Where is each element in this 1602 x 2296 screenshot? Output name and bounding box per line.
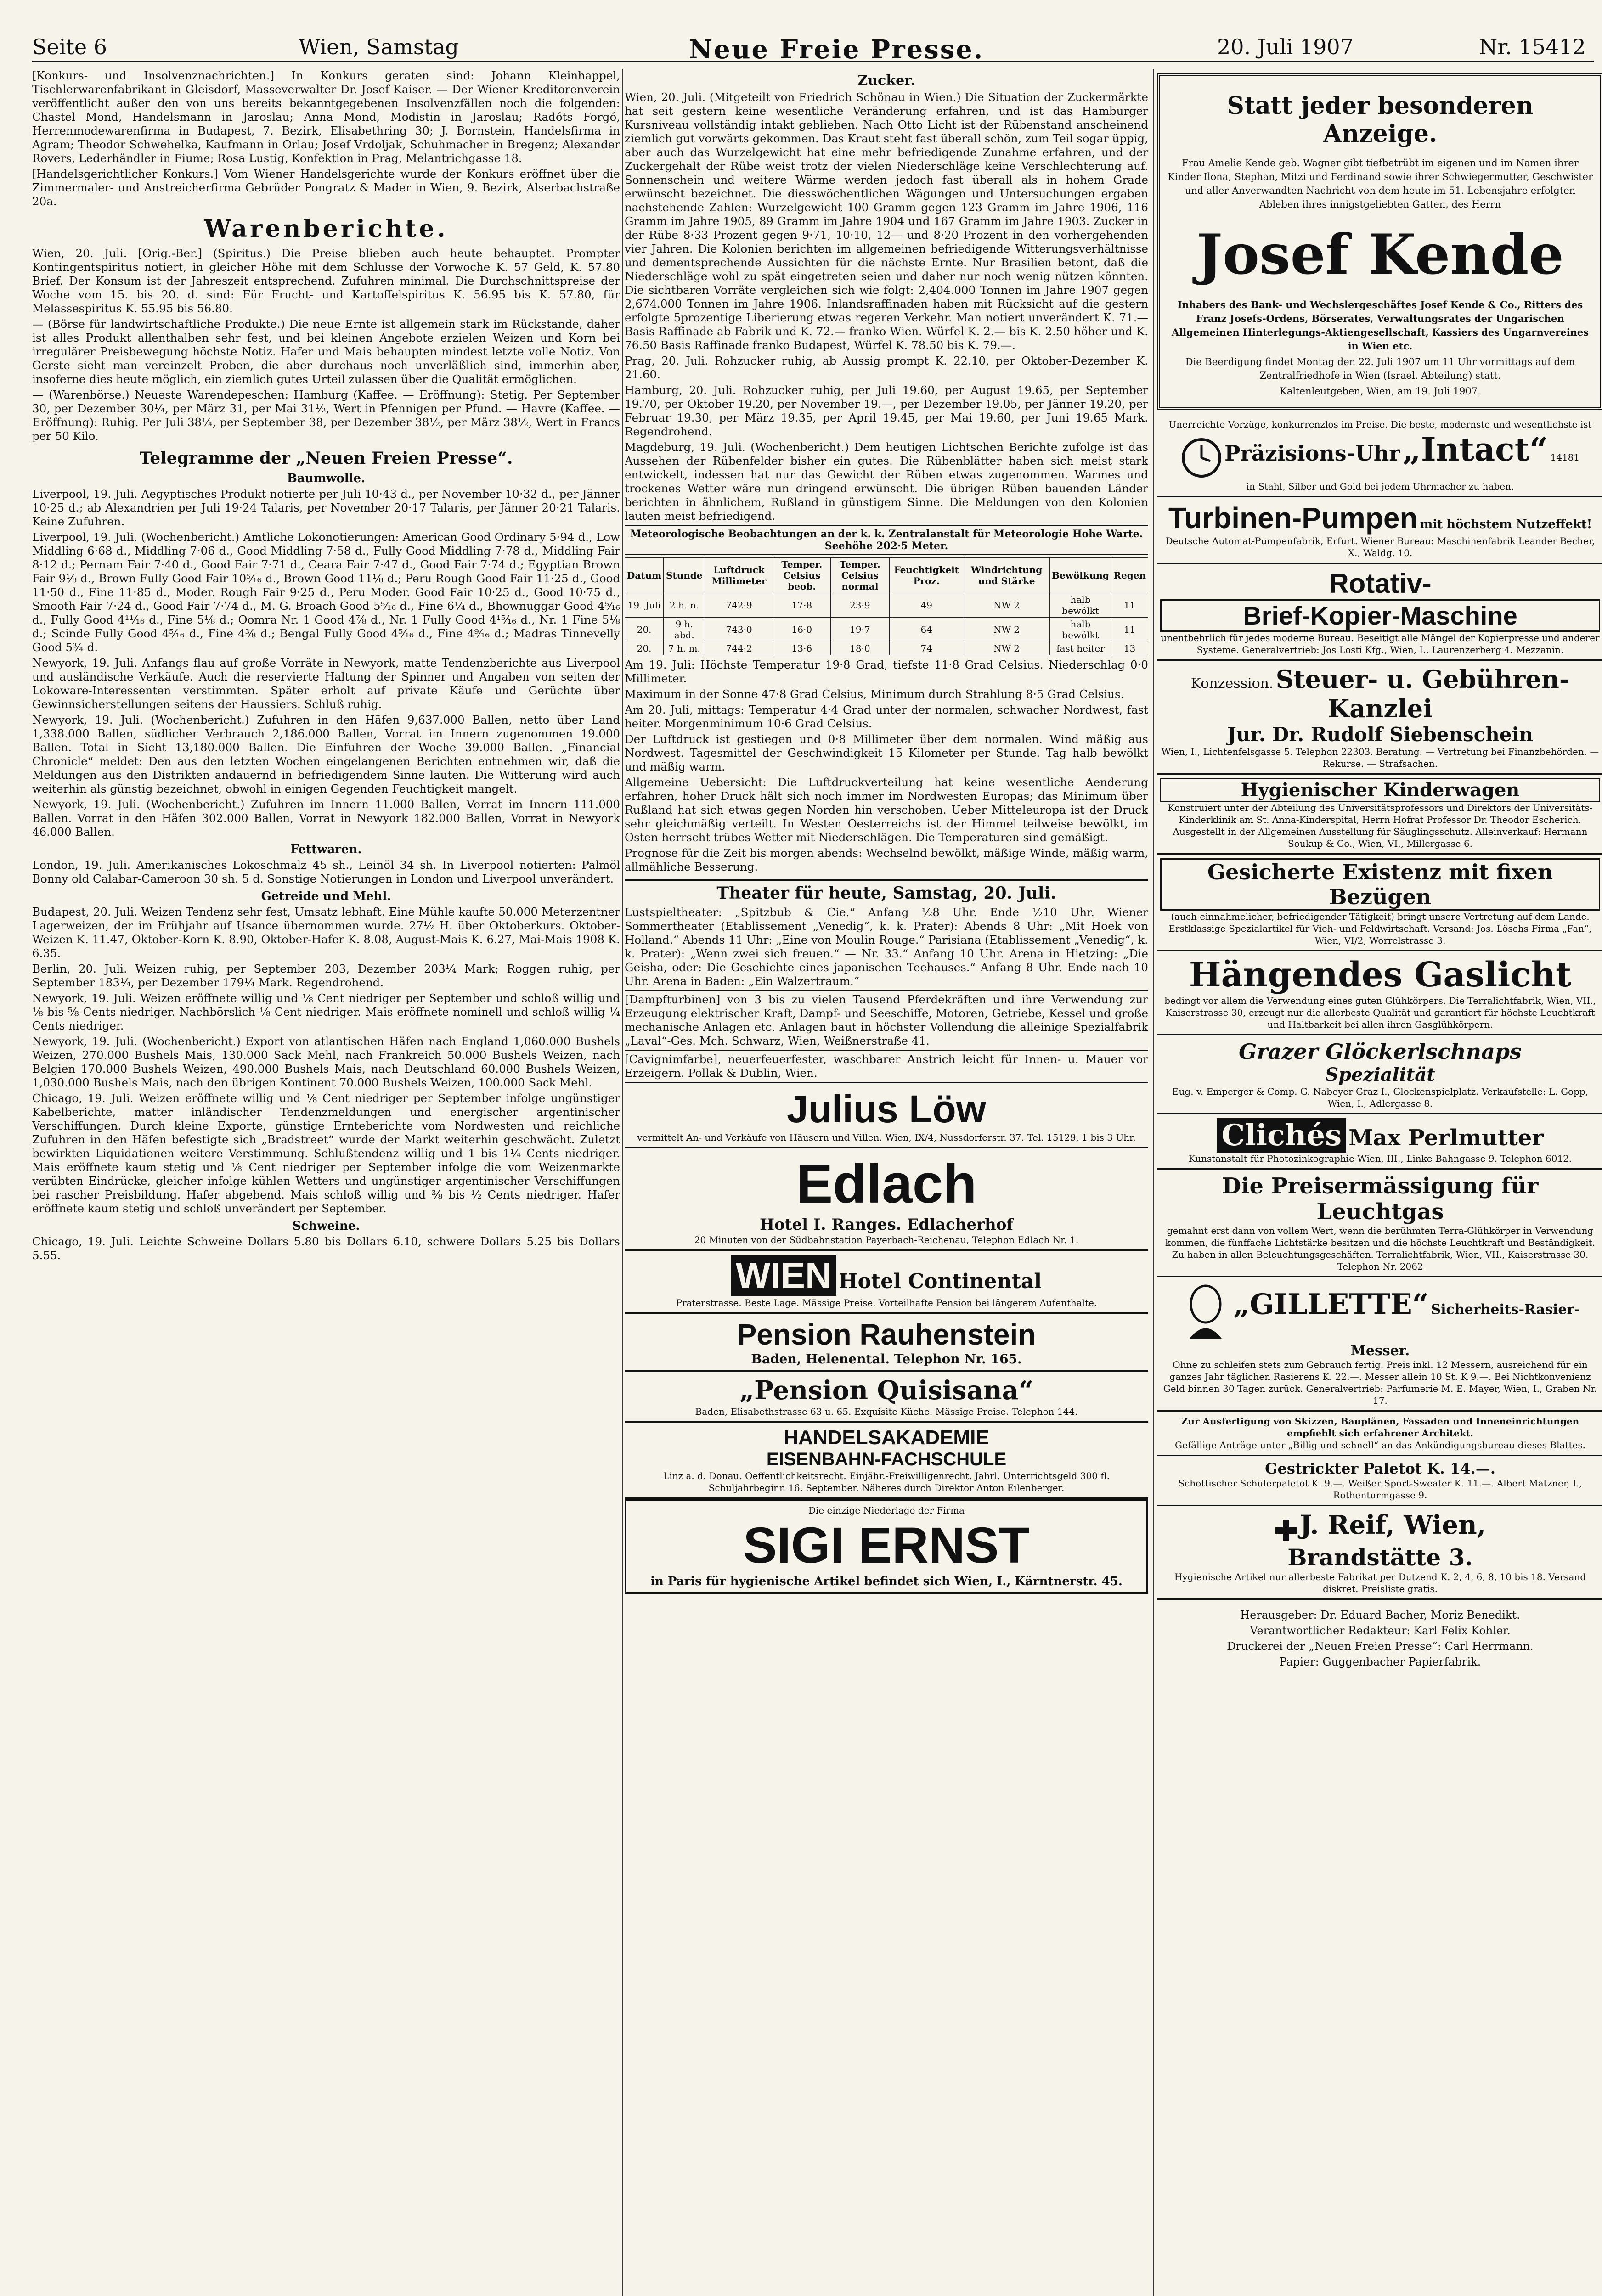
paragraph: Chicago, 19. Juli. Weizen eröffnete willig und ⅛ Cent niedriger per September infolge ungünstiger Kabelberichte, matter inländischer Tendenzmeldungen und energischer argentinischer Verschiffungen. Durch kleine Exporte, günstige Ernteberichte vom Nordwesten und reichliche Zufuhren in den Häfen befestigte sich „Bradstreet“ wurde der Markt weiterhin geschwächt. Zuletzt bewirkten Liquidationen weitere Verstimmung. Schlußtendenz willig und 1 bis 1¼ Cents niedriger. Mais eröffnete kaum stetig und ⅛ Cent niedriger per September infolge die vom Weizenmarkte verübten Eindrücke, gleicher infolge kühlen Wetters und ungünstiger argentinischer Verschiffungen bei rascher Preisbildung. Hafer abgebend. Mais schloß willig und ⅜ bis ½ Cents niedriger. Hafer eröffnete kaum stetig und schloß unverändert per September. — [32, 1092, 620, 1215]
ad-architekt — [1157, 1412, 1602, 1456]
table-cell: 74 — [890, 642, 964, 655]
ad-title: Edlach — [796, 1153, 977, 1215]
column-2 — [625, 69, 1148, 2296]
table-cell: 23·9 — [830, 593, 889, 618]
paragraph: Maximum in der Sonne 47·8 Grad Celsius, Minimum durch Strahlung 8·5 Grad Celsius. — [625, 687, 1124, 701]
table-cell: 7 h. m. — [664, 642, 705, 655]
ad-turbinen-pumpen — [1157, 497, 1602, 564]
cross-icon — [1275, 1519, 1297, 1544]
table-header: Luftdruck Millimeter — [705, 558, 773, 593]
paragraph: Chicago, 19. Juli. Leichte Schweine Dollars 5.80 bis Dollars 6.10, schwere Dollars 5.25 bis Dollars 5.55. — [32, 1235, 620, 1262]
table-cell: 19. Juli — [625, 593, 664, 618]
table-cell: 17·8 — [773, 593, 830, 618]
ad-text: Zur Ausfertigung von Skizzen, Bauplänen, Fassaden und Inneneinrichtungen empfiehlt sich erfahrener Architekt. — [1181, 1415, 1579, 1439]
ad-grazer-schnaps — [1157, 1035, 1602, 1114]
section-title: Warenberichte. — [204, 215, 448, 243]
paragraph: Newyork, 19. Juli. Weizen eröffnete willig und ⅛ Cent niedriger per September und schloß willig und ⅛ bis ⅝ Cents niedriger. Nachbörslich ⅛ Cent niedriger. Mais eröffnete nominell und schloß willig ¼ Cents niedriger. — [32, 991, 620, 1032]
imprint-line: Herausgeber: Dr. Eduard Bacher, Moriz Benedikt. — [1240, 1609, 1520, 1621]
paragraph: [Dampfturbinen] von 3 bis zu vielen Tausend Pferdekräften und ihre Verwendung zur Erzeugung elektrischer Kraft, Dampf- und Seeschiffe, Motoren, Getriebe, Kessel und große mechanische Anlagen etc. Anlagen baut in höchster Vollendung die alleinige Spezialfabrik „Laval“-Ges. Mch. Schwarz, Wien, Weißnerstraße 41. — [625, 990, 1148, 1048]
ad-subtitle: Hotel I. Ranges. Edlacherhof — [759, 1216, 1014, 1234]
ad-text: Die einzige Niederlage der Firma — [808, 1505, 965, 1516]
ad-text: Ohne zu schleifen stets zum Gebrauch fertig. Preis inkl. 12 Messern, ausreichend für ein ganzes Jahr täglichen Rasierens K. 22.—. Messer allein 10 St. K 9.—. Bei Nichtkonvenienz Geld binnen 30 Tagen zurück. Generalvertrieb: Parfumerie M. E. Mayer, Wien, I., Graben Nr. 17. — [1163, 1359, 1597, 1406]
paragraph: Budapest, 20. Juli. Weizen Tendenz sehr fest, Umsatz lebhaft. Eine Mühle kaufte 50.000 Meterzentner Lagerweizen, der im Frühjahr auf Usance übernommen wurde. 27½ H. über Oktoberkurs. Oktober-Weizen K. 11.47, Oktober-Korn K. 8.90, Oktober-Hafer K. 8.08, August-Mais K. 6.27, Mai-Mais 1908 K. 6.35. — [32, 905, 620, 960]
ad-text: Linz a. d. Donau. Oeffentlichkeitsrecht. Einjähr.-Freiwilligenrecht. Jahrl. Unterrichtsgeld 300 fl. Schuljahrbeginn 16. September. Näheres durch Direktor Anton Eilenberger. — [663, 1470, 1110, 1493]
ad-subtitle: Jur. Dr. Rudolf Siebenschein — [1227, 723, 1533, 746]
table-row — [625, 642, 1148, 655]
ad-gillette — [1157, 1277, 1602, 1412]
issue-number: Nr. 15412 — [1479, 34, 1586, 59]
ad-title: „GILLETTE“ — [1233, 1287, 1429, 1321]
ad-subtitle: Spezialität — [1325, 1064, 1435, 1086]
ad-text: gemahnt erst dann von vollem Wert, wenn die berühmten Terra-Glühkörper in Verwendung kommen, die fünffache Lichtstärke besitzen und die höchste Leuchtkraft und Beständigkeit. Zu haben in allen Beleuchtungsgeschäften. Terralichtfabrik, Wien, VII., Kaiserstrasse 30. Telephon Nr. 2062 — [1165, 1225, 1595, 1272]
ad-text: unentbehrlich für jedes moderne Bureau. Beseitigt alle Mängel der Kopierpresse und anderer Systeme. Generalvertrieb: Jos Losti Kfg., Wien, I., Laurenzerberg 4. Mezzanin. — [1161, 632, 1600, 655]
ad-text: Schottischer Schülerpaletot K. 9.—. Weißer Sport-Sweater K. 11.—. Albert Matzner, I., Rothenturmgasse 9. — [1178, 1477, 1582, 1501]
table-cell: NW 2 — [964, 618, 1049, 642]
paragraph: Newyork, 19. Juli. (Wochenbericht.) Zufuhren im Innern 11.000 Ballen, Vorrat im Innern 111.000 Ballen. Vorrat in den Häfen 302.000 Ballen, Vorrat in Newyork 182.000 Ballen, Vorrat in Newyork 46.000 Ballen. — [32, 798, 620, 838]
table-cell: 11 — [1111, 618, 1148, 642]
ad-label: Konzession. — [1190, 675, 1274, 692]
paragraph: Liverpool, 19. Juli. (Wochenbericht.) Amtliche Lokonotierungen: American Good Ordinary 5·94 d., Low Middling 6·68 d., Middling 7·06 d., Good Middling 7·58 d., Fully Good Middling 7·78 d., Middling Fair 8·12 d.; Pernam Fair 7·40 d., Good Fair 7·71 d., Ceara Fair 7·47 d., Good Fair 7·74 d.; Egyptian Brown Fair 9⅛ d., Brown Fully Good Fair 10⁵⁄₁₆ d., Brown Good 11⅛ d.; Peru Rough Good Fair 11·25 d., Good 11·50 d., Fine 11·85 d., Moder. Rough Fair 9·25 d., Peru Moder. Good Fair 10·25 d., Good 10·75 d., Smooth Fair 7·24 d., Good Fair 7·74 d., M. G. Broach Good 5⁵⁄₁₆ d., Fine 6¼ d., Bhownuggar Good 4⁵⁄₁₆ d., Fully Good 4¹¹⁄₁₆ d., Fine 5⅛ d.; Oomra Nr. 1 Good 4⅞ d., Nr. 1 Fully Good 4¹⁵⁄₁₆ d., Nr. 1 Fine 5⅛ d.; Scinde Fully Good 4⁵⁄₁₆ d., Fine 4⅜ d.; Bengal Fully Good 4⁵⁄₁₆ d., Fine 4⁹⁄₁₆ d.; Madras Tinnevelly Good 5¾ d. — [32, 530, 620, 654]
weather-table — [625, 557, 1148, 655]
ad-brief-kopier — [1157, 564, 1602, 661]
column-divider — [1153, 69, 1154, 2296]
ad-kinderwagen — [1157, 775, 1602, 855]
ad-gaslicht — [1157, 951, 1602, 1035]
notice-text: Inhabers des Bank- und Wechslergeschäftes Josef Kende & Co., Ritters des Franz Josefs-Ordens, Börserates, Verwaltungsrates der Ungarischen Allgemeinen Hinterlegungs-Aktiengesellschaft, Kassiers des Ungarnvereines in Wien etc. — [1171, 299, 1589, 352]
section-title: Theater für heute, Samstag, 20. Juli. — [625, 879, 1148, 903]
section-title: Zucker. — [857, 73, 915, 89]
ad-text: Wien, I., Lichtenfelsgasse 5. Telephon 22303. Beratung. — Vertretung bei Finanzbehörden. — Rekurse. — Strafsachen. — [1161, 746, 1599, 769]
imprint — [1157, 1607, 1602, 1670]
paragraph: Allgemeine Uebersicht: Die Luftdruckverteilung hat keine wesentliche Aenderung erfahren, hoher Druck hält sich noch immer im Nordwesten Europas; das Minimum über Rußland hat sich etwas gegen Norden hin verschoben. Ueber Mitteleuropa ist der Druck sehr gleichmäßig verteilt. In Westen Oesterreichs ist der Himmel teilweise bewölkt, im Osten herrscht trübes Wetter mit Niederschlägen. Die Temperaturen sind gemäßigt. — [625, 776, 1148, 844]
table-cell: 11 — [1111, 593, 1148, 618]
table-header: Stunde — [664, 558, 705, 593]
ad-title: Turbinen-Pumpen — [1168, 501, 1418, 535]
death-notice — [1157, 73, 1602, 410]
table-cell: 20. — [625, 642, 664, 655]
notice-name: Josef Kende — [1196, 222, 1564, 287]
ad-title: „Intact“ — [1402, 430, 1548, 468]
imprint-line: Papier: Guggenbacher Papierfabrik. — [1279, 1655, 1481, 1668]
table-cell: 16·0 — [773, 618, 830, 642]
paragraph: Berlin, 20. Juli. Weizen ruhig, per September 203, Dezember 203¼ Mark; Roggen ruhig, per September 183¼, per Dezember 179¼ Mark. Regendrohend. — [32, 962, 620, 989]
table-header: Bewölkung — [1049, 558, 1111, 593]
table-cell: fast heiter — [1049, 642, 1111, 655]
notice-text: Die Beerdigung findet Montag den 22. Juli 1907 um 11 Uhr vormittags auf dem Zentralfriedhofe in Wien (Israel. Abteilung) statt. — [1185, 356, 1575, 381]
ad-text: bedingt vor allem die Verwendung eines guten Glühkörpers. Die Terralichtfabrik, Wien, VII., Kaiserstrasse 30, erzeugt nur die allerbeste Qualität und garantiert für höchste Leuchtkraft und Haltbarkeit bei allen ihren Gasglühkörpern. — [1164, 995, 1596, 1030]
table-cell: 13·6 — [773, 642, 830, 655]
ad-julius-low — [625, 1082, 1148, 1148]
paragraph: Am 20. Juli, mittags: Temperatur 4·4 Grad unter der normalen, schwacher Nordwest, fast heiter. Morgenminimum 10·6 Grad Celsius. — [625, 703, 1148, 730]
ad-title: WIEN — [731, 1255, 836, 1296]
table-cell: 13 — [1111, 642, 1148, 655]
ad-title: Brief-Kopier-Maschine — [1160, 599, 1600, 632]
paragraph: — (Warenbörse.) Neueste Warendepeschen: Hamburg (Kaffee. — Eröffnung): Stetig. Per September 30, per Dezember 30¼, per März 31, per Mai 31½, Wert in Pfennigen per Pfund. — Havre (Kaffee. — Eröffnung): Ruhig. Per Juli 38¼, per September 38, per Dezember 38½, per März 38½, Wert in Francs per 50 Kilo. — [32, 388, 620, 443]
page-header — [32, 32, 1594, 65]
ad-steuer-kanzlei — [1157, 661, 1602, 775]
table-cell: 20. — [625, 618, 664, 642]
subsection-title: Baumwolle. — [287, 472, 366, 485]
ad-paletot — [1157, 1456, 1602, 1506]
notice-text: Kaltenleutgeben, Wien, am 19. Juli 1907. — [1280, 386, 1481, 397]
section-title: Telegramme der „Neuen Freien Presse“. — [139, 449, 513, 468]
ad-ref-number: 14181 — [1550, 452, 1580, 463]
ad-title: Hygienischer Kinderwagen — [1160, 778, 1600, 802]
table-cell: 9 h. abd. — [664, 618, 705, 642]
ad-title: Hängendes Gaslicht — [1189, 955, 1572, 995]
newspaper-page — [32, 32, 1600, 2296]
paragraph: Der Luftdruck ist gestiegen und 0·8 Millimeter über dem normalen. Wind mäßig aus Nordwest. Tagesmittel der Geschwindigkeit 15 Kilometer per Stunde. Tag halb bewölkt und mäßig warm. — [625, 732, 1148, 773]
ad-text: Baden, Helenental. Telephon Nr. 165. — [751, 1351, 1022, 1367]
paragraph: Magdeburg, 19. Juli. (Wochenbericht.) Dem heutigen Lichtschen Berichte zufolge ist das Aussehen der Rübenfelder bisher ein gutes. Die Rübenblätter haben sich meist stark entwickelt, indessen hat nur das Gewicht der Rüben etwas zugenommen. Warmes und trockenes Wetter wäre nun dringend erwünscht. Die übrigen Rüben bauenden Länder berichten in ähnlichem, Rußland in günstigem Sinne. Die Meldungen von den Kolonien lauten meist befriedigend. — [625, 440, 1148, 523]
ad-subtitle: Brandstätte 3. — [1287, 1544, 1473, 1571]
paragraph: Wien, 20. Juli. [Orig.-Ber.] (Spiritus.) Die Preise blieben auch heute behauptet. Prompter Kontingentspiritus notiert, in gleicher Höhe mit dem Schlusse der Vorwoche K. 57 Geld, K. 57.80 Brief. Der Konsum ist der Jahreszeit entsprechend. Zufuhren minimal. Die Durchschnittspreise der Woche vom 15. bis 20. d. sind: Für Frucht- und Kartoffelspiritus K. 56.95 bis K. 57.80, für Melassespiritus K. 55.95 bis 56.80. — [32, 247, 620, 315]
ad-clichés — [1157, 1114, 1602, 1170]
table-cell: halb bewölkt — [1049, 618, 1111, 642]
ad-handelsakademie — [625, 1423, 1148, 1499]
paragraph: — (Börse für landwirtschaftliche Produkte.) Die neue Ernte ist allgemein stark im Rückstande, daher ist alles Produkt allenthalben sehr fest, und bei kleinen Angebote erzielen Weizen und Korn bei irregulärer Preisbewegung höchste Notiz. Hafer und Mais behaupten mindest letzte volle Notiz. Von Gerste sieht man vereinzelt Proben, die aber durchaus noch unverläßlich sind, immerhin aber, insoferne dies heute möglich, ein ziemlich gutes Urteil zulassen über die Qualität ermöglichen. — [32, 317, 620, 386]
ad-title: Gesicherte Existenz mit fixen Bezügen — [1160, 858, 1600, 911]
paragraph: Lustspieltheater: „Spitzbub & Cie.“ Anfang ½8 Uhr. Ende ½10 Uhr. Wiener Sommertheater (Etablissement „Venedig“, k. k. Prater): Abends 8 Uhr: „Mit Hoek von Holland.“ Abends 11 Uhr: „Eine von Moulin Rouge.“ Parisiana (Etablissement „Venedig“, k. k. Prater): „Wenn zwei sich freuen.“ — Nr. 33.“ Anfang 10 Uhr. Arena in Hietzing: „Die Geisha, oder: Die Geschichte eines japanischen Teehauses.“ Anfang 8 Uhr. Ende nach 10 Uhr. Arena in Baden: „Ein Walzertraum.“ — [625, 906, 1148, 988]
table-cell: halb bewölkt — [1049, 593, 1111, 618]
table-cell: 742·9 — [705, 593, 773, 618]
table-header: Temper. Celsius beob. — [773, 558, 830, 593]
table-cell: 49 — [890, 593, 964, 618]
ad-title: Gestrickter Paletot K. 14.—. — [1265, 1459, 1495, 1477]
paragraph: Prognose für die Zeit bis morgen abends: Wechselnd bewölkt, mäßige Winde, mäßig warm, allmähliche Besserung. — [625, 846, 1148, 873]
column-divider — [622, 69, 623, 2296]
ad-title: SIGI ERNST — [743, 1517, 1030, 1574]
ad-hotel-continental — [625, 1251, 1148, 1314]
ad-text: (auch einnahmelicher, befriedigender Tätigkeit) bringt unsere Vertretung auf dem Lande. Erstklassige Spezialartikel für Vieh- und Feldwirtschaft. Versand: Jos. Löschs Firma „Fan“, Wien, VI/2, Worrelstrasse 3. — [1168, 911, 1592, 946]
notice-title: Statt jeder besonderen Anzeige. — [1227, 92, 1534, 148]
subsection-title: Getreide und Mehl. — [261, 889, 391, 903]
table-row — [625, 618, 1148, 642]
ad-intact-watch — [1157, 415, 1602, 497]
ad-text: in Stahl, Silber und Gold bei jedem Uhrmacher zu haben. — [1246, 480, 1514, 492]
ad-existenz — [1157, 855, 1602, 951]
masthead: Neue Freie Presse. — [689, 34, 984, 65]
ad-text: Deutsche Automat-Pumpenfabrik, Erfurt. Wiener Bureau: Maschinenfabrik Leander Becher, X., Waldg. 10. — [1165, 535, 1595, 558]
portrait-icon — [1180, 1281, 1231, 1343]
notice-text: Frau Amelie Kende geb. Wagner gibt tiefbetrübt im eigenen und im Namen ihrer Kinder Ilona, Stephan, Mitzi und Ferdinand sowie ihrer Schwiegermutter, Geschwister und aller Anverwandten Nachricht von dem heute im 51. Lebensjahre erfolgten Ableben ihres innigstgeliebten Gatten, des Herrn — [1168, 158, 1593, 210]
ad-text: vermittelt An- und Verkäufe von Häusern und Villen. Wien, IX/4, Nussdorferstr. 37. Tel. 15129, 1 bis 3 Uhr. — [637, 1132, 1136, 1143]
ad-text: Gefällige Anträge unter „Billig und schnell“ an das Ankündigungsbureau dieses Blattes. — [1175, 1439, 1585, 1451]
table-header: Regen — [1111, 558, 1148, 593]
table-header: Windrichtung und Stärke — [964, 558, 1049, 593]
ad-title: Clichés — [1217, 1118, 1346, 1153]
page-number: Seite 6 — [32, 34, 107, 59]
table-header: Temper. Celsius normal — [830, 558, 889, 593]
ad-subtitle: Präzisions-Uhr — [1224, 441, 1400, 466]
paragraph: Wien, 20. Juli. (Mitgeteilt von Friedrich Schönau in Wien.) Die Situation der Zuckermärkte hat seit gestern keine wesentliche Veränderung erfahren, und ist das Hamburger Kursniveau vollständig intakt geblieben. Nach Otto Licht ist der Rübenstand anscheinend ziemlich gut vorwärts gekommen. Das Kraut steht fast überall schön, zum Teil sogar üppig, aber auch das Wurzelgewicht hat eine mehr befriedigende Zunahme erfahren, und der Zuckergehalt der Rübe weist trotz der vielen Niederschläge keine Verschlechterung auf. Sonnenschein und weitere Wärme werden jedoch fast überall als in hohem Grade erwünscht bezeichnet. Die diesswöchentlichen Wägungen und Untersuchungen ergaben nachstehende Zahlen: Wurzelgewicht 100 Gramm gegen 123 Gramm im Jahre 1906, 116 Gramm im Jahre 1905, 89 Gramm im Jahre 1904 und 167 Gramm im Jahre 1903. Zucker in der Rübe 8·33 Prozent gegen 9·71, 10·10, 12— und 8·20 Prozent in den vorhergehenden vier Jahren. Die Kolonien berichten im allgemeinen befriedigende Witterungsverhältnisse und dementsprechende Aussichten für die nächste Ernte. Nur Brasilien betont, daß die Niederschläge wohl zu spät eingetreten seien und daher nur noch wenig nützen könnten. Die sichtbaren Vorräte vergleichen sich wie folgt: 2,404.000 Tonnen im Jahre 1907 gegen 2,674.000 Tonnen im Jahre 1906. Inlandsraffinaden haben mit Rücksicht auf die gestern erfolgte 5prozentige Liberierung etwas regeren Verkehr. Man notiert unverändert K. 71.— Basis Raffinade ab Fabrik und K. 72.— franko Wien. Würfel K. 2.— bis K. 2.50 höher und K. 76.50 Basis Raffinade franko Budapest, Würfel K. 78.50 bis K. 79.—. — [625, 90, 1148, 352]
ad-subtitle: Hotel Continental — [838, 1270, 1042, 1293]
table-cell: 19·7 — [830, 618, 889, 642]
ad-subtitle: mit höchstem Nutzeffekt! — [1420, 517, 1592, 531]
ad-text: 20 Minuten von der Südbahnstation Payerbach-Reichenau, Telephon Edlach Nr. 1. — [694, 1234, 1079, 1245]
clock-icon — [1181, 437, 1222, 480]
ad-text: Konstruiert unter der Abteilung des Universitätsprofessors und Direktors der Universitäts-Kinderklinik am St. Anna-Kinderspital, Herrn Hofrat Professor Dr. Theodor Escherich. Ausgestellt in der Allgemeinen Ausstellung für Säuglingsschutz. Alleinverkauf: Hermann Soukup & Co., Wien, VI., Millergasse 6. — [1168, 802, 1593, 849]
paragraph: [Handelsgerichtlicher Konkurs.] Vom Wiener Handelsgerichte wurde der Konkurs eröffnet über die Zimmermaler- und Anstreicherfirma Gebrüder Pongratz & Mader in Wien, 9. Bezirk, Alserbachstraße 20a. — [32, 167, 620, 208]
issue-date: 20. Juli 1907 — [1217, 34, 1354, 59]
ad-text: Hygienische Artikel nur allerbeste Fabrikat per Dutzend K. 2, 4, 6, 8, 10 bis 18. Versand diskret. Preisliste gratis. — [1174, 1571, 1586, 1594]
ad-title: Julius Löw — [786, 1087, 987, 1131]
subsection-title: Fettwaren. — [290, 843, 362, 856]
table-cell: 2 h. n. — [664, 593, 705, 618]
ad-title: J. Reif, Wien, — [1299, 1509, 1486, 1540]
paragraph: Prag, 20. Juli. Rohzucker ruhig, ab Aussig prompt K. 22.10, per Oktober-Dezember K. 21.60. — [625, 354, 1148, 381]
header-rule — [32, 61, 1594, 62]
paragraph: Newyork, 19. Juli. (Wochenbericht.) Export von atlantischen Häfen nach England 1,060.000 Bushels Weizen, 270.000 Bushels Mais, 130.000 Sack Mehl, nach Frankreich 50.000 Bushels Weizen, nach Belgien 170.000 Bushels Weizen, 490.000 Bushels Mais, nach Deutschland 60.000 Bushels Weizen, 1,030.000 Bushels Mais, nach den übrigen Kontinent 70.000 Bushels Weizen, 100.000 Sack Mehl. — [32, 1035, 620, 1089]
paragraph: London, 19. Juli. Amerikanisches Lokoschmalz 45 sh., Leinöl 34 sh. In Liverpool notierten: Palmöl Bonny old Calabar-Cameroon 30 sh. 5 d. Sonstige Notierungen in London und Liverpool unverändert. — [32, 858, 620, 885]
ad-title: Rotativ- — [1329, 568, 1432, 599]
table-cell: 743·0 — [705, 618, 773, 642]
ad-title: Die Preisermässigung für Leuchtgas — [1222, 1173, 1539, 1225]
ad-text: Praterstrasse. Beste Lage. Mässige Preise. Vorteilhafte Pension bei längerem Aufenthalte. — [676, 1297, 1097, 1308]
paragraph: Hamburg, 20. Juli. Rohzucker ruhig, per Juli 19.60, per August 19.65, per September 19.70, per Oktober 19.20, per November 19.—, per Dezember 19.05, per Jänner 19.20, per Februar 19.30, per März 19.35, per April 19.45, per Mai 19.60, per Juni 19.65 Mark. Regendrohend. — [625, 383, 1148, 438]
paragraph: [Konkurs- und Insolvenznachrichten.] In Konkurs geraten sind: Johann Kleinhappel, Tischlerwarenfabrikant in Gleisdorf, Masseverwalter Dr. Josef Kaiser. — Der Wiener Kreditorenverein veröffentlicht außer den von uns bereits bekanntgegebenen Insolvenzfällen noch die folgenden: Chastel Mond, Handelsmann in Jaroslau; Anna Mond, Modistin in Jaroslau; Radóts Forgó, Herrenmodewarenfirma in Budapest, 7. Bezirk, Elisabethring 30; J. Bornstein, Handelsfirma in Agram; Theodor Schwehelka, Kaufmann in Orlau; Josef Vrdoljak, Schuhmacher in Bregenz; Alexander Rovers, Lederhändler in Fiume; Rosa Lustig, Konfektion in Prag, Melantrichgasse 18. — [32, 69, 620, 165]
ad-subtitle: Max Perlmutter — [1348, 1125, 1544, 1151]
ad-title: Grazer Glöckerlschnaps — [1239, 1039, 1522, 1064]
table-cell: 64 — [890, 618, 964, 642]
ad-title: Steuer- u. Gebühren-Kanzlei — [1275, 664, 1570, 723]
column-3 — [1157, 69, 1602, 2296]
ad-pension-rauhenstein — [625, 1314, 1148, 1372]
paragraph: [Cavignimfarbe], neuerfeuerfester, waschbarer Anstrich leicht für Innen- u. Mauer vor Erzeigern. Pollak & Dublin, Wien. — [625, 1050, 1148, 1080]
ad-title: EISENBAHN-FACHSCHULE — [766, 1449, 1007, 1469]
table-header: Datum — [625, 558, 664, 593]
table-cell: NW 2 — [964, 642, 1049, 655]
ad-subtitle: Sicherheits-Rasier-Messer. — [1350, 1301, 1580, 1359]
ad-text: Unerreichte Vorzüge, konkurrenzlos im Preise. Die beste, modernste und wesentlichste ist — [1168, 419, 1592, 430]
ad-text: Baden, Elisabethstrasse 63 u. 65. Exquisite Küche. Mässige Preise. Telephon 144. — [695, 1406, 1078, 1417]
ad-text: Eug. v. Emperger & Comp. G. Nabeyer Graz I., Glockenspielplatz. Verkaufstelle: L. Gopp, Wien, I., Adlergasse 8. — [1172, 1086, 1589, 1109]
weather-table-title: Meteorologische Beobachtungen an der k. k. Zentralanstalt für Meteorologie Hohe Warte. Seehöhe 202·5 Meter. — [625, 525, 1148, 555]
table-cell: 18·0 — [830, 642, 889, 655]
column-1 — [32, 69, 620, 2296]
ad-preisermassigung — [1157, 1170, 1602, 1277]
paragraph: Newyork, 19. Juli. (Wochenbericht.) Zufuhren in den Häfen 9,637.000 Ballen, netto über Land 1,338.000 Ballen, südlicher Verbrauch 2,186.000 Ballen, Vorrat im Innern zugenommen 19.000 Ballen. Total in Sicht 13,180.000 Ballen. Die Einfuhren der Woche 39.000 Ballen. „Financial Chronicle“ meldet: Den aus den letzten Wochen eingelangenen Berichten entnehmen wir, daß die Meldungen aus den Distrikten andauernd in befriedigendem Sinne lauten. Die Witterung wird auch weiterhin als günstig bezeichnet, obwohl in einigen Gegenden Feuchtigkeit mangelt. — [32, 713, 620, 795]
ad-pension-quisisana — [625, 1372, 1148, 1423]
paragraph: Newyork, 19. Juli. Anfangs flau auf große Vorräte in Newyork, matte Tendenzberichte aus Liverpool und ausländische Verkäufe. Auch die reservierte Haltung der Spinner und Angaben von seiten der Lokoware-Interessenten verstimmten. Später erholt auf private Käufe und Gerüchte über Gewinnsicherstellungen seitens der Haussiers. Schluß ruhig. — [32, 656, 620, 711]
imprint-line: Druckerei der „Neuen Freien Presse“: Carl Herrmann. — [1227, 1640, 1534, 1653]
ad-sigi-ernst — [625, 1499, 1148, 1594]
subsection-title: Schweine. — [292, 1219, 360, 1233]
table-header: Feuchtigkeit Proz. — [890, 558, 964, 593]
ad-title: HANDELSAKADEMIE — [784, 1426, 989, 1449]
imprint-line: Verantwortlicher Redakteur: Karl Felix Kohler. — [1250, 1624, 1511, 1637]
ad-text: in Paris für hygienische Artikel befindet sich Wien, I., Kärntnerstr. 45. — [650, 1575, 1123, 1588]
table-cell: NW 2 — [964, 593, 1049, 618]
ad-j-reif — [1157, 1506, 1602, 1600]
paragraph: Liverpool, 19. Juli. Aegyptisches Produkt notierte per Juli 10·43 d., per November 10·32 d., per Jänner 10·25 d.; ab Alexandrien per Juli 19·24 Talaris, per November 20·17 Talaris, per Jänner 20·21 Talaris. Keine Zufuhren. — [32, 487, 620, 528]
paragraph: Am 19. Juli: Höchste Temperatur 19·8 Grad, tiefste 11·8 Grad Celsius. Niederschlag 0·0 Millimeter. — [625, 658, 1148, 685]
ad-edlach — [625, 1148, 1148, 1251]
ad-title: „Pension Quisisana“ — [739, 1375, 1034, 1406]
ad-title: Pension Rauhenstein — [737, 1318, 1036, 1351]
ad-text: Kunstanstalt für Photozinkographie Wien, III., Linke Bahngasse 9. Telephon 6012. — [1188, 1153, 1572, 1164]
table-row — [625, 593, 1148, 618]
table-cell: 744·2 — [705, 642, 773, 655]
place-day: Wien, Samstag — [299, 34, 459, 59]
